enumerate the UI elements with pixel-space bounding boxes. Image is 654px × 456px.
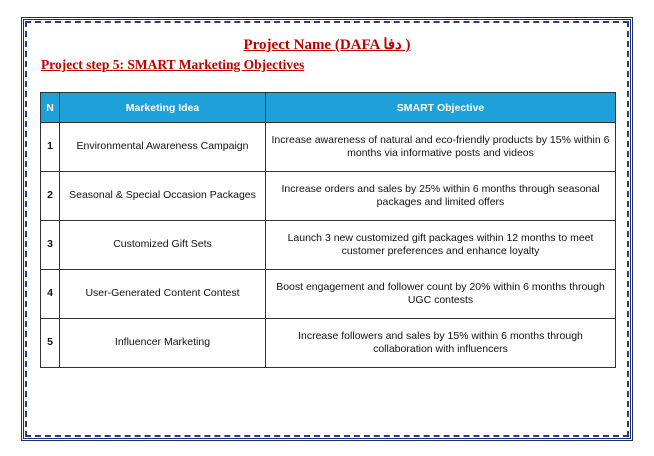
marketing-idea-cell: Seasonal & Special Occasion Packages xyxy=(60,172,266,221)
table-row xyxy=(41,221,616,270)
row-number: 4 xyxy=(41,270,60,319)
row-number: 2 xyxy=(41,172,60,221)
table-row xyxy=(41,270,616,319)
project-name-title: Project Name (DAFA دفا ) xyxy=(243,37,411,53)
smart-objective-cell: Launch 3 new customized gift packages within 12 months to meet customer preferences and enhance loyalty xyxy=(266,221,616,270)
smart-objective-cell: Increase followers and sales by 15% within 6 months through collaboration with influencers xyxy=(266,319,616,368)
smart-objective-cell: Increase awareness of natural and eco-friendly products by 15% within 6 months via informative posts and videos xyxy=(266,123,616,172)
marketing-idea-cell: User-Generated Content Contest xyxy=(60,270,266,319)
row-number: 3 xyxy=(41,221,60,270)
table-header-row xyxy=(41,93,616,123)
column-header-marketing-idea: Marketing Idea xyxy=(60,93,266,123)
table-row xyxy=(41,172,616,221)
table-row xyxy=(41,319,616,368)
column-header-number: N xyxy=(41,93,60,123)
project-step-title: Project step 5: SMART Marketing Objectives xyxy=(41,57,305,72)
table-row xyxy=(41,123,616,172)
marketing-idea-cell: Customized Gift Sets xyxy=(60,221,266,270)
marketing-idea-cell: Environmental Awareness Campaign xyxy=(60,123,266,172)
smart-objective-cell: Boost engagement and follower count by 20% within 6 months through UGC contests xyxy=(266,270,616,319)
row-number: 5 xyxy=(41,319,60,368)
column-header-smart-objective: SMART Objective xyxy=(266,93,616,123)
row-number: 1 xyxy=(41,123,60,172)
smart-objectives-table xyxy=(40,92,616,368)
marketing-idea-cell: Influencer Marketing xyxy=(60,319,266,368)
smart-objective-cell: Increase orders and sales by 25% within 6 months through seasonal packages and limited offers xyxy=(266,172,616,221)
